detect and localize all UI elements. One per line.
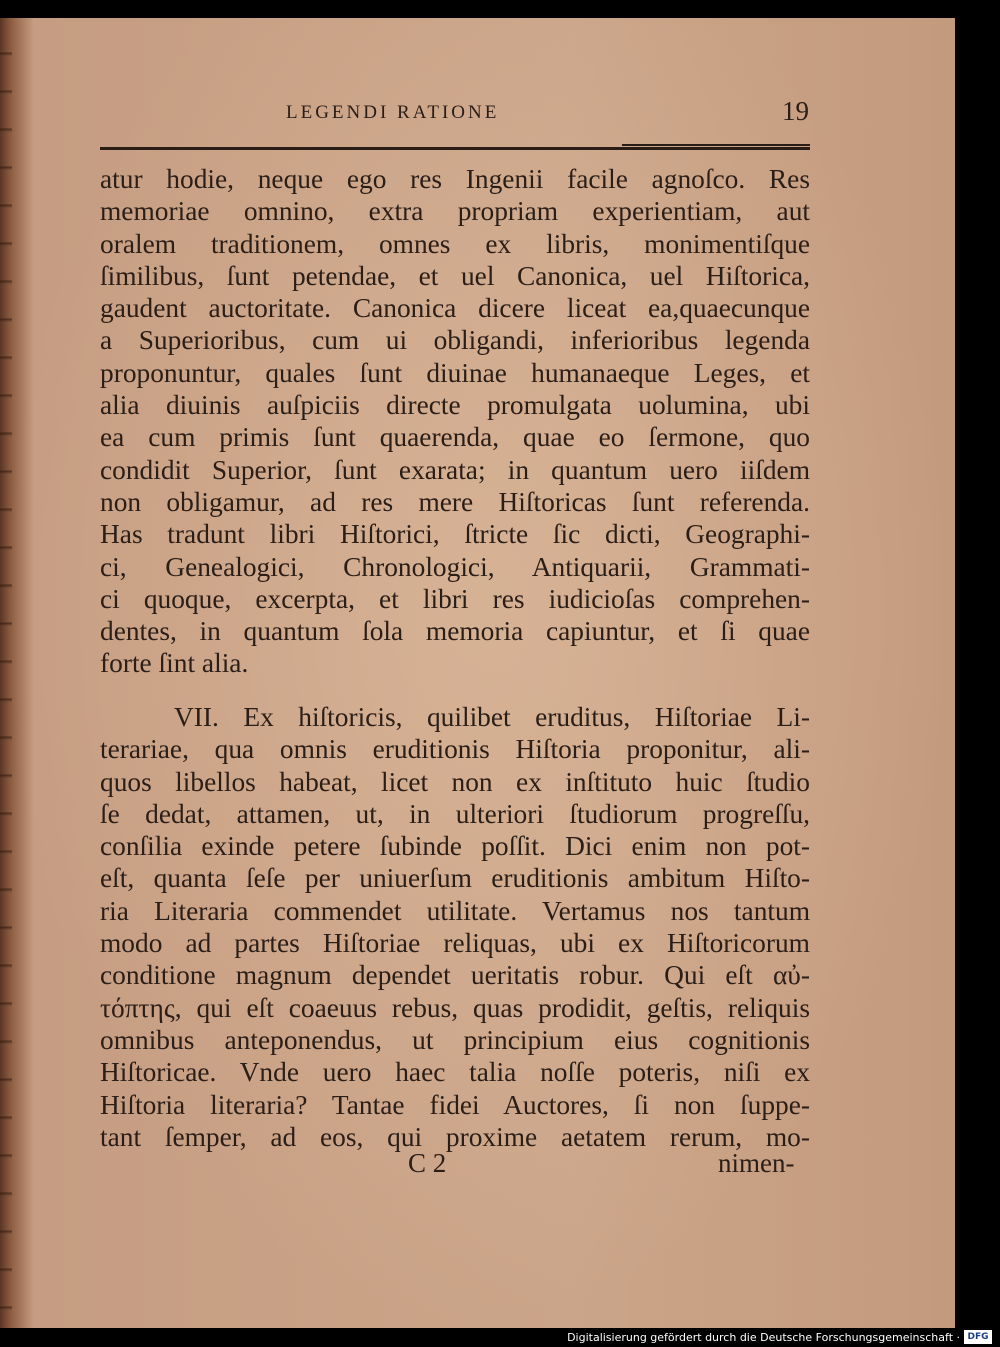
text-line: Has tradunt libri Hiſtorici, ſtricte ſic dicti, Geographi- [100,519,810,550]
text-line: ci, Genealogici, Chronologici, Antiquarii, Grammati- [100,551,810,582]
book-page [0,18,955,1328]
text-line: atur hodie, neque ego res Ingenii facile agnoſco. Res [100,164,810,194]
text-line: modo ad partes Hiſtoriae reliquas, ubi ex Hiſtoricorum [100,928,810,959]
text-line: τόπτης, qui eſt coaeuus rebus, quas prodidit, geſtis, reliquis [100,992,810,1023]
text-line: gaudent auctoritate. Canonica dicere liceat ea,quaecunque [100,293,810,324]
text-line: quos libellos habeat, licet non ex inſtituto huic ſtudio [100,766,810,797]
paragraph-2 [100,701,810,1153]
text-line: condidit Superior, ſunt exarata; in quantum uero iiſdem [100,454,810,485]
text-line: ria Literaria commendet utilitate. Vertamus nos tantum [100,895,810,926]
text-line: terariae, qua omnis eruditionis Hiſtoria proponitur, ali- [100,734,810,765]
running-head: LEGENDI RATIONE [286,102,500,123]
header-rule-short [622,144,810,146]
funding-credit: Digitalisierung gefördert durch die Deutsche Forschungsgemeinschaft · [567,1331,960,1344]
text-line: eſt, quanta ſeſe per uniuerſum eruditionis ambitum Hiſto- [100,863,810,894]
text-line: conſilia exinde petere ſubinde poſſit. Dici enim non pot- [100,831,810,862]
text-line: dentes, in quantum ſola memoria capiuntur, et ſi quae [100,616,810,647]
text-line: non obligamur, ad res mere Hiſtoricas ſunt referenda. [100,486,810,517]
text-line: ſe dedat, attamen, ut, in ulteriori ſtudiorum progreſſu, [100,798,810,829]
page-number: 19 [782,96,809,126]
signature-mark: C 2 [408,1148,447,1178]
catchword: nimen- [718,1148,795,1178]
header-rule [100,147,810,150]
dfg-logo[interactable]: DFG [964,1330,992,1344]
text-line: Hiſtoricae. Vnde uero haec talia noſſe poteris, niſi ex [100,1057,810,1088]
text-line: Hiſtoria literaria? Tantae fidei Auctores, ſi non ſuppe- [100,1089,810,1120]
paragraph-1 [100,163,810,680]
text-line: ſimilibus, ſunt petendae, et uel Canonica, uel Hiſtorica, [100,260,810,291]
text-line: memoriae omnino, extra propriam experientiam, aut [100,196,810,227]
text-line: alia diuinis auſpiciis directe promulgata uolumina, ubi [100,390,810,421]
text-line: omnibus anteponendus, ut principium eius cognitionis [100,1024,810,1055]
text-line: conditione magnum dependet ueritatis robur. Qui eſt αὐ- [100,960,810,991]
text-line: proponuntur, quales ſunt diuinae humanaeque Leges, et [100,357,810,388]
page-gutter [0,18,12,1328]
text-line: forte ſint alia. [100,648,249,679]
text-line: oralem traditionem, omnes ex libris, monimentiſque [100,228,810,259]
text-line: ci quoque, excerpta, et libri res iudicioſas comprehen- [100,583,810,614]
text-line: tant ſemper, ad eos, qui proxime aetatem rerum, mo- [100,1121,810,1152]
text-line: a Superioribus, cum ui obligandi, inferioribus legenda [100,325,810,356]
text-line: ea cum primis ſunt quaerenda, quae eo ſermone, quo [100,422,810,453]
text-line: VII. Ex hiſtoricis, quilibet eruditus, Hiſtoriae Li- [174,702,810,732]
